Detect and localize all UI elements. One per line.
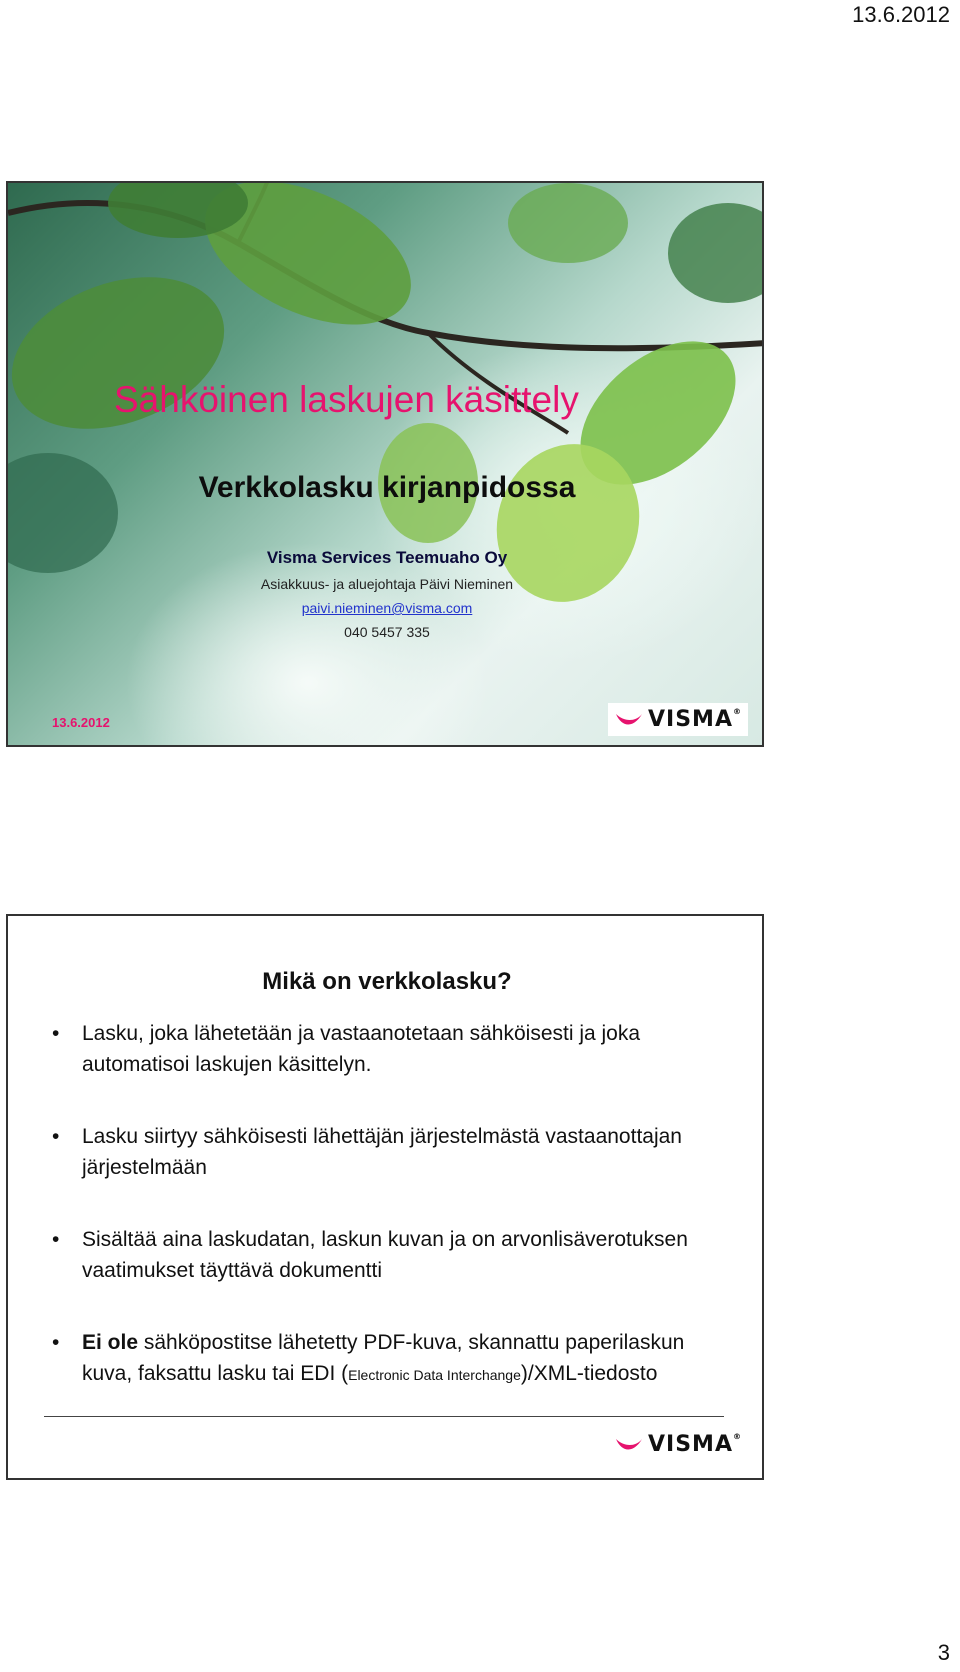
bullet-icon: •: [52, 1228, 60, 1251]
visma-logo-text: VISMA®: [648, 707, 742, 732]
page-number: 3: [937, 1640, 950, 1665]
slide-title: Mikä on verkkolasku?: [262, 968, 512, 995]
bullet-icon: •: [52, 1022, 60, 1045]
title-slide: [6, 181, 764, 747]
list-item: • Ei ole sähköpostitse lähetetty PDF-kuva, skannattu paperilaskun kuva, faksattu lasku tai EDI (Electronic Data Interchange)/XML-tiedosto: [46, 1327, 736, 1391]
bullet-list: [46, 1018, 736, 1391]
leaves-background-image: [8, 183, 764, 747]
visma-logo-mark-icon: [614, 710, 644, 730]
visma-logo-text: VISMA®: [648, 1432, 742, 1457]
divider: [44, 1416, 724, 1417]
slide-date: 13.6.2012: [52, 715, 110, 730]
visma-logo-mark-icon: [614, 1435, 644, 1455]
presentation-subtitle: Verkkolasku kirjanpidossa: [198, 471, 576, 504]
presentation-title: Sähköinen laskujen käsittely: [114, 379, 579, 420]
content-slide: [6, 914, 764, 1480]
presenter-role: Asiakkuus- ja aluejohtaja Päivi Nieminen: [260, 576, 514, 592]
page-date: 13.6.2012: [852, 2, 950, 27]
bullet-icon: •: [52, 1331, 60, 1354]
bullet-icon: •: [52, 1125, 60, 1148]
presenter-email-link[interactable]: paivi.nieminen@visma.com: [301, 600, 473, 616]
presenter-phone: 040 5457 335: [344, 624, 430, 640]
small-text: Electronic Data Interchange: [348, 1367, 521, 1383]
company-name: Visma Services Teemuaho Oy: [266, 548, 508, 567]
visma-logo: [608, 1428, 748, 1461]
list-item: • Sisältää aina laskudatan, laskun kuvan ja on arvonlisäverotuksen vaatimukset täyttävä dokumentti: [46, 1224, 736, 1286]
emphasis-text: Ei ole: [82, 1331, 139, 1354]
list-item: • Lasku siirtyy sähköisesti lähettäjän järjestelmästä vastaanottajan järjestelmään: [46, 1121, 736, 1183]
list-item: • Lasku, joka lähetetään ja vastaanotetaan sähköisesti ja joka automatisoi laskujen käsittelyn.: [46, 1018, 736, 1080]
visma-logo: [608, 703, 748, 736]
